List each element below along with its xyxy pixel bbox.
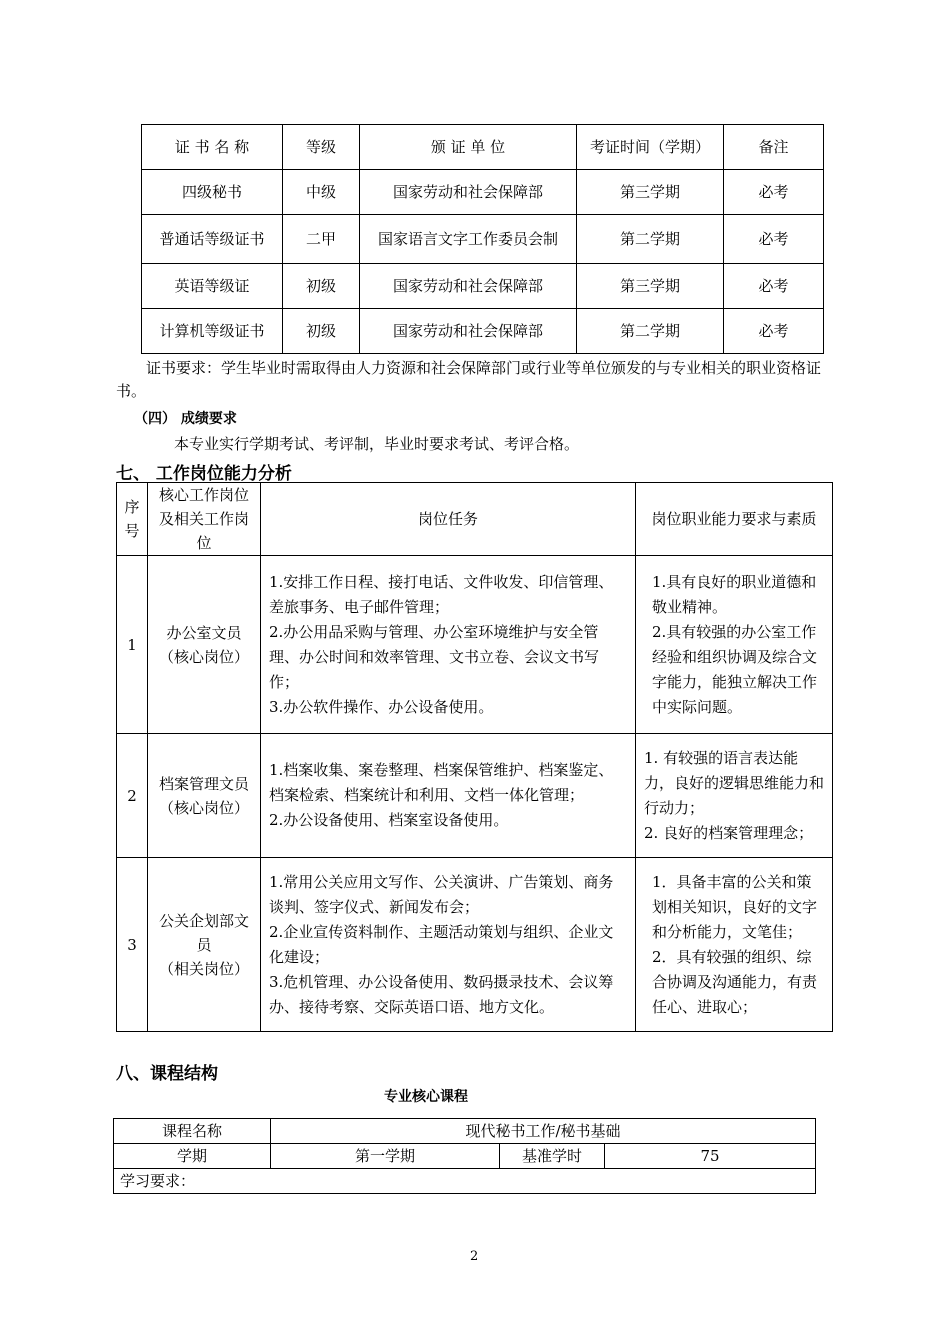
study-requirement-label: 学习要求： xyxy=(114,1169,816,1194)
table-row xyxy=(142,264,824,309)
hours-label: 基准学时 xyxy=(500,1144,605,1169)
requirement-item: 2.具有较强的办公室工作经验和组织协调及综合文字能力，能独立解决工作中实际问题。 xyxy=(652,622,818,716)
task-cell xyxy=(261,734,636,858)
header-cell: 备注 xyxy=(724,125,824,170)
cell: 国家语言文字工作委员会制 xyxy=(360,215,577,264)
cell: 中级 xyxy=(283,170,360,215)
cell: 初级 xyxy=(283,264,360,309)
post-type: （核心岗位） xyxy=(158,647,249,666)
table-header-row xyxy=(117,483,833,556)
post-type: （相关岗位） xyxy=(158,959,249,978)
cell: 计算机等级证书 xyxy=(142,309,283,354)
task-item: 2.企业宣传资料制作、主题活动策划与组织、企业文化建设； xyxy=(269,922,614,966)
table-row xyxy=(117,556,833,734)
table-row xyxy=(142,170,824,215)
table-row xyxy=(114,1144,816,1169)
task-cell xyxy=(261,556,636,734)
cell: 英语等级证 xyxy=(142,264,283,309)
table-row xyxy=(117,858,833,1032)
row-number: 2 xyxy=(117,734,148,858)
post-name: 档案管理文员 xyxy=(158,774,249,793)
requirement-item: 1. 有较强的语言表达能力，良好的逻辑思维能力和行动力； xyxy=(644,748,825,817)
cell: 必考 xyxy=(724,309,824,354)
requirement-cell xyxy=(636,858,833,1032)
cell: 四级秘书 xyxy=(142,170,283,215)
table-row xyxy=(142,215,824,264)
core-course-title: 专业核心课程 xyxy=(384,1089,468,1105)
course-table xyxy=(113,1118,816,1194)
term-label: 学期 xyxy=(114,1144,271,1169)
cell: 国家劳动和社会保障部 xyxy=(360,170,577,215)
post-cell xyxy=(148,734,261,858)
requirement-item: 2．具有较强的组织、综合协调及沟通能力，有责任心、进取心； xyxy=(652,947,818,1016)
table-header-row xyxy=(142,125,824,170)
table-row xyxy=(142,309,824,354)
cell: 必考 xyxy=(724,170,824,215)
cell: 第二学期 xyxy=(577,309,724,354)
header-cell: 序号 xyxy=(117,483,148,556)
cell: 必考 xyxy=(724,215,824,264)
header-cell: 考证时间（学期） xyxy=(577,125,724,170)
cell: 国家劳动和社会保障部 xyxy=(360,264,577,309)
post-cell xyxy=(148,858,261,1032)
cell: 必考 xyxy=(724,264,824,309)
term-value: 第一学期 xyxy=(271,1144,500,1169)
task-item: 1.常用公关应用文写作、公关演讲、广告策划、商务谈判、签字仪式、新闻发布会； xyxy=(269,872,614,916)
cell: 二甲 xyxy=(283,215,360,264)
cell: 国家劳动和社会保障部 xyxy=(360,309,577,354)
row-number: 3 xyxy=(117,858,148,1032)
header-cell: 证 书 名 称 xyxy=(142,125,283,170)
section4-title: （四） 成绩要求 xyxy=(134,411,237,427)
section8-title: 八、课程结构 xyxy=(116,1064,218,1084)
header-cell: 等级 xyxy=(283,125,360,170)
page-number: 2 xyxy=(470,1249,479,1264)
header-cell: 颁 证 单 位 xyxy=(360,125,577,170)
cell: 第二学期 xyxy=(577,215,724,264)
requirement-item: 1．具备丰富的公关和策划相关知识，良好的文字和分析能力，文笔佳； xyxy=(652,872,818,941)
task-item: 2.办公用品采购与管理、办公室环境维护与安全管理、办公时间和效率管理、文书立卷、会议文书写作； xyxy=(269,622,600,691)
cell: 普通话等级证书 xyxy=(142,215,283,264)
header-cell: 岗位任务 xyxy=(261,483,636,556)
requirement-cell xyxy=(636,556,833,734)
task-item: 1.安排工作日程、接打电话、文件收发、印信管理、差旅事务、电子邮件管理； xyxy=(269,572,614,616)
task-cell xyxy=(261,858,636,1032)
post-name: 公关企划部文员 xyxy=(158,911,249,954)
job-analysis-table xyxy=(116,482,833,1032)
task-item: 3.危机管理、办公设备使用、数码摄录技术、会议筹办、接待考察、交际英语口语、地方文化。 xyxy=(269,972,614,1016)
task-item: 3.办公软件操作、办公设备使用。 xyxy=(269,697,494,716)
post-type: （核心岗位） xyxy=(158,798,249,817)
row-number: 1 xyxy=(117,556,148,734)
cell: 初级 xyxy=(283,309,360,354)
header-cell: 岗位职业能力要求与素质 xyxy=(636,483,833,556)
cell: 第三学期 xyxy=(577,170,724,215)
table-row xyxy=(114,1119,816,1144)
table-row xyxy=(117,734,833,858)
task-item: 2.办公设备使用、档案室设备使用。 xyxy=(269,811,509,829)
table-row xyxy=(114,1169,816,1194)
certificate-requirement-text: 证书要求：学生毕业时需取得由人力资源和社会保障部门或行业等单位颁发的与专业相关的职业资格证书。 xyxy=(116,359,822,400)
header-cell: 核心工作岗位及相关工作岗位 xyxy=(148,483,261,556)
section7-title: 七、 工作岗位能力分析 xyxy=(116,464,292,484)
certificate-table xyxy=(141,124,824,354)
requirement-item: 2. 良好的档案管理理念； xyxy=(644,823,814,842)
post-name: 办公室文员 xyxy=(166,623,242,642)
task-item: 1.档案收集、案卷整理、档案保管维护、档案鉴定、档案检索、档案统计和利用、文档一体化管理； xyxy=(269,761,614,804)
hours-value: 75 xyxy=(605,1144,816,1169)
post-cell xyxy=(148,556,261,734)
cell: 第三学期 xyxy=(577,264,724,309)
requirement-item: 1.具有良好的职业道德和敬业精神。 xyxy=(652,572,817,616)
requirement-cell xyxy=(636,734,833,858)
course-name: 现代秘书工作/秘书基础 xyxy=(271,1119,816,1144)
course-name-label: 课程名称 xyxy=(114,1119,271,1144)
section4-text: 本专业实行学期考试、考评制，毕业时要求考试、考评合格。 xyxy=(174,435,580,453)
